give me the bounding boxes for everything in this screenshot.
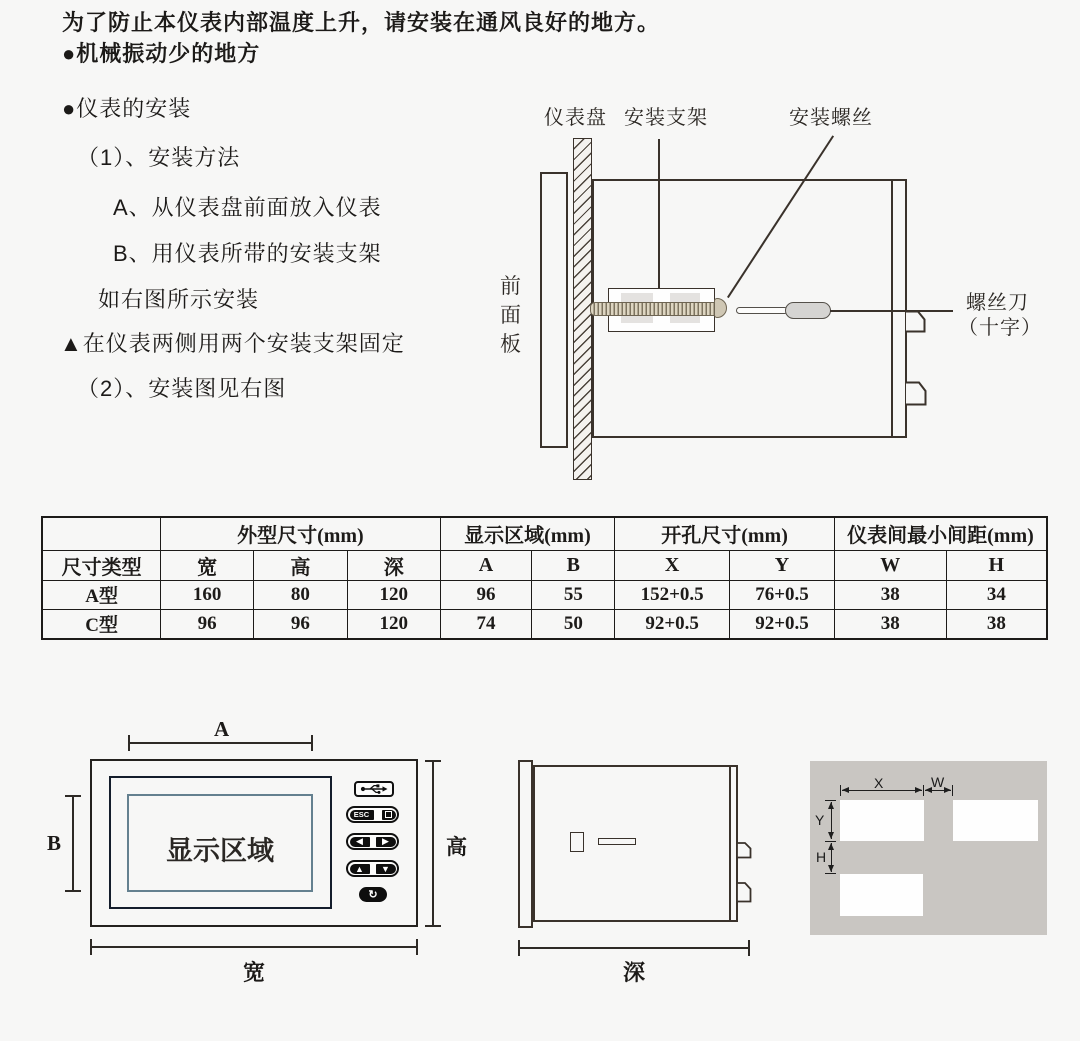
- side-view-bezel: [518, 760, 533, 928]
- cell: 34: [946, 580, 1047, 609]
- cell: 38: [834, 609, 946, 639]
- cutout-hole-top-left: [840, 800, 924, 841]
- vibration-note: ●机械振动少的地方: [62, 41, 261, 66]
- cutout-tick: [952, 785, 953, 796]
- cell: 38: [946, 609, 1047, 639]
- cutout-hole-top-right: [953, 800, 1038, 841]
- dim-h-arrow: [831, 843, 832, 872]
- cell: 55: [532, 580, 615, 609]
- side-view-rear-line: [729, 767, 731, 920]
- page-icon: [385, 811, 392, 818]
- dim-height-line: [432, 760, 434, 927]
- page-key-segment: [382, 810, 396, 820]
- instrument-front-bezel: [540, 172, 568, 448]
- depth-label: 深: [623, 960, 646, 985]
- cell: 76+0.5: [730, 580, 835, 609]
- col-header: Y: [730, 550, 835, 580]
- down-arrow-icon: ▼: [376, 864, 396, 874]
- cutout-tick: [825, 873, 836, 874]
- dim-b-line: [72, 795, 74, 892]
- col-header: 高: [254, 550, 348, 580]
- cell: 96: [254, 609, 348, 639]
- display-area-label: 显示区域: [166, 836, 274, 866]
- col-header: H: [946, 550, 1047, 580]
- step2: （2）、安装图见右图: [77, 376, 287, 401]
- left-arrow-icon: ◀: [350, 837, 370, 847]
- dim-a-line: [128, 742, 313, 744]
- cell: 50: [532, 609, 615, 639]
- screwdriver-shaft: [736, 307, 788, 314]
- col-header: W: [834, 550, 946, 580]
- group-header-cutout: 开孔尺寸(mm): [615, 517, 835, 550]
- group-header-outline: 外型尺寸(mm): [161, 517, 440, 550]
- cell: 80: [254, 580, 348, 609]
- cell: 152+0.5: [615, 580, 730, 609]
- esc-key-label: ESC: [350, 810, 374, 820]
- dim-y-arrow: [831, 802, 832, 839]
- dim-x-label: X: [874, 775, 884, 791]
- dim-a-label: A: [214, 717, 230, 741]
- dim-w-arrow: [925, 790, 951, 791]
- screw-label: 安装螺丝: [789, 107, 873, 129]
- mounting-screw-thread: [590, 302, 719, 316]
- up-down-key: [346, 860, 399, 877]
- dim-y-label: Y: [815, 812, 825, 828]
- bracket-label: 安装支架: [624, 107, 708, 129]
- dim-h-label: H: [816, 849, 827, 865]
- up-arrow-icon: ▲: [350, 864, 370, 874]
- enter-icon: ↻: [368, 889, 378, 901]
- front-panel-label: 前面板: [500, 275, 522, 356]
- dimensions-table: [41, 516, 1048, 640]
- cell: C型: [42, 609, 161, 639]
- table-group-header-row: [42, 517, 1047, 550]
- col-header: 深: [347, 550, 440, 580]
- col-header: A: [440, 550, 532, 580]
- cell: 92+0.5: [730, 609, 835, 639]
- table-corner-cell: [42, 517, 161, 550]
- rear-clip-top: [905, 310, 926, 333]
- table-row-type-a: [42, 580, 1047, 609]
- enter-key: [359, 887, 387, 902]
- cell: 120: [347, 609, 440, 639]
- instrument-rear-line: [891, 181, 893, 436]
- cell: 96: [161, 609, 254, 639]
- install-heading: ●仪表的安装: [62, 96, 192, 121]
- cell: 120: [347, 580, 440, 609]
- dim-b-label: B: [47, 831, 62, 855]
- screwdriver-label: 螺丝刀: [966, 292, 1029, 314]
- side-clip-top: [737, 842, 752, 859]
- width-label: 宽: [243, 960, 266, 985]
- step1a: A、从仪表盘前面放入仪表: [113, 195, 382, 220]
- col-header: B: [532, 550, 615, 580]
- table-header-row: [42, 550, 1047, 580]
- intro-text: 为了防止本仪表内部温度上升，请安装在通风良好的地方。: [62, 10, 661, 35]
- cell: 92+0.5: [615, 609, 730, 639]
- screwdriver-handle: [785, 302, 831, 319]
- col-header: 尺寸类型: [42, 550, 161, 580]
- rear-clip-bottom: [905, 381, 927, 406]
- screwdriver-leader-line: [830, 310, 953, 312]
- step1c: 如右图所示安装: [98, 287, 260, 312]
- cell: 38: [834, 580, 946, 609]
- usb-icon: [360, 784, 388, 794]
- cell: A型: [42, 580, 161, 609]
- left-right-key: [346, 833, 399, 850]
- group-header-spacing: 仪表间最小间距(mm): [834, 517, 1047, 550]
- side-view-slot: [570, 832, 584, 852]
- table-row-type-c: [42, 609, 1047, 639]
- screwdriver-label2: （十字）: [958, 317, 1042, 339]
- step1b: B、用仪表所带的安装支架: [113, 241, 382, 266]
- group-header-display: 显示区域(mm): [440, 517, 615, 550]
- panel-wall-label: 仪表盘: [544, 107, 607, 129]
- col-header: 宽: [161, 550, 254, 580]
- usb-key: [354, 781, 394, 797]
- height-label: 高: [446, 835, 467, 859]
- cell: 160: [161, 580, 254, 609]
- cell: 96: [440, 580, 532, 609]
- side-clip-bottom: [737, 882, 752, 903]
- bracket-leader-line: [658, 139, 660, 289]
- col-header: X: [615, 550, 730, 580]
- step1: （1）、安装方法: [77, 145, 241, 170]
- side-view-vent: [598, 838, 636, 845]
- cell: 74: [440, 609, 532, 639]
- dim-width-line: [90, 946, 418, 948]
- right-arrow-icon: ▶: [376, 837, 396, 847]
- esc-key: [346, 806, 399, 823]
- dim-w-label: W: [931, 774, 945, 790]
- bracket-note: ▲在仪表两侧用两个安装支架固定: [60, 331, 405, 356]
- dim-depth-line: [518, 947, 750, 949]
- cutout-hole-bottom-left: [840, 874, 923, 916]
